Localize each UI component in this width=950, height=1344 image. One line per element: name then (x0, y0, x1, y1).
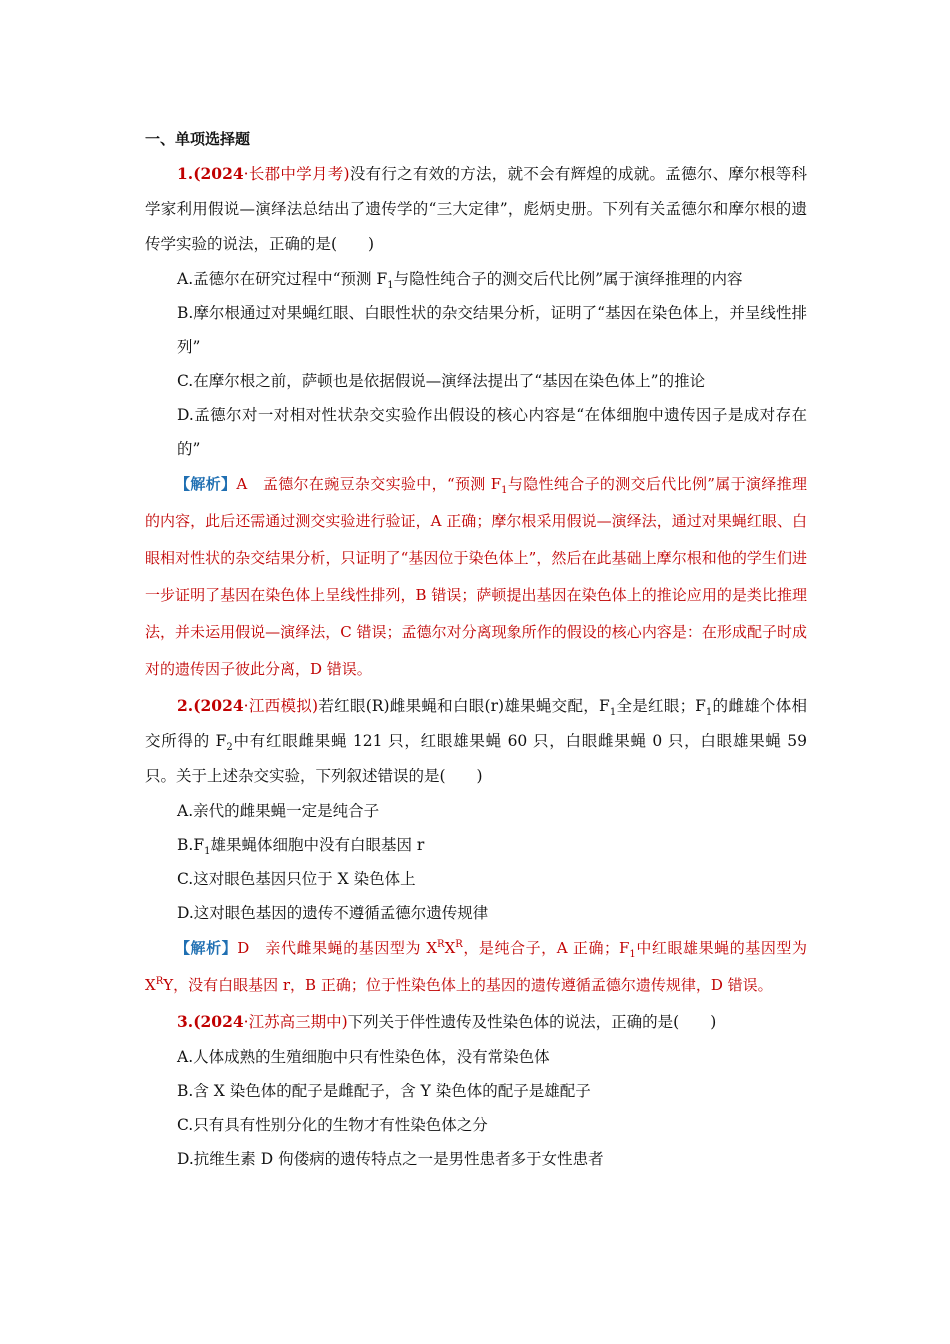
section-title: 一、单项选择题 (145, 130, 251, 148)
question-source-close: ) (312, 697, 319, 715)
question-source-name: ·江苏高三期中 (243, 1013, 342, 1031)
analysis-2: 【解析】D 亲代雌果蝇的基因型为 $X^RX^R$，是纯合子，A 正确；$F_1$中红眼雄果蝇的基因型为 $X^RY$，没有白眼基因 r，B 正确；位于性染色体上的基因的遗传遵循孟德尔遗传规律，D 错误。 (145, 939, 807, 994)
option-c: C.在摩尔根之前，萨顿也是依据假说—演绎法提出了“基因在染色体上”的推论 (177, 372, 706, 390)
question-source-close: ) (341, 1013, 348, 1031)
question-source-year: (2024 (193, 696, 244, 715)
question-source-year: (2024 (193, 1012, 244, 1031)
option-b: $B.F_1$雄果蝇体细胞中没有白眼基因 r (177, 836, 425, 858)
option-b: B.摩尔根通过对果蝇红眼、白眼性状的杂交结果分析，证明了“基因在染色体上，并呈线性排列” (177, 304, 807, 356)
document-content (145, 126, 807, 1176)
question-source-name: ·江西模拟 (243, 697, 313, 715)
question-number: 3. (177, 1012, 194, 1031)
analysis-tag: 【解析】 (175, 939, 238, 957)
option-b: B.含 X 染色体的配子是雌配子，含 Y 染色体的配子是雄配子 (177, 1082, 591, 1100)
analysis-1: 【解析】A 孟德尔在豌豆杂交实验中，“预测 $F_1$与隐性纯合子的测交后代比例”属于演绎推理的内容，此后还需通过测交实验进行验证，A 正确；摩尔根采用假说—演绎法，通过对果蝇红眼、白眼相对性状的杂交结果分析，只证明了“基因位于染色体上”，然后在此基础上摩尔根和他的学生们进一步证明了基因在染色体上呈线性排列，B 错误；萨顿提出基因在染色体上的推论应用的是类比推理法，并未运用假说—演绎法，C 错误；孟德尔对分离现象所作的假设的核心内容是：在形成配子时成对的遗传因子彼此分离，D 错误。 (145, 475, 807, 678)
analysis-tag: 【解析】 (175, 475, 237, 493)
option-a: A.人体成熟的生殖细胞中只有性染色体，没有常染色体 (177, 1048, 550, 1066)
question-3 (145, 1004, 807, 1176)
question-source-close: ) (343, 165, 350, 183)
question-1-stem (145, 156, 807, 262)
question-1 (145, 156, 807, 688)
option-d: D.孟德尔对一对相对性状杂交实验作出假设的核心内容是“在体细胞中遗传因子是成对存在的” (177, 406, 807, 458)
question-3-stem: 3.(2024·江苏高三期中)下列关于伴性遗传及性染色体的说法，正确的是( ) (177, 1012, 717, 1031)
option-c: C.只有具有性别分化的生物才有性染色体之分 (177, 1116, 488, 1134)
question-number: 2. (177, 696, 194, 715)
question-2-stem: 2.(2024·江西模拟)若红眼(R)雌果蝇和白眼(r)雄果蝇交配，$F_1$全是红眼；$F_1$的雌雄个体相交所得的 $F_2$中有红眼雌果蝇 121 只，红眼雄果蝇 60 只，白眼雌果蝇 0 只，白眼雄果蝇 59 只。关于上述杂交实验，下列叙述错误的是( ) (145, 696, 808, 785)
option-a: A.孟德尔在研究过程中“预测 $F_1$与隐性纯合子的测交后代比例”属于演绎推理的内容 (177, 270, 743, 292)
question-source-name: ·长郡中学月考 (243, 165, 344, 183)
option-d: D.抗维生素 D 佝偻病的遗传特点之一是男性患者多于女性患者 (177, 1150, 604, 1168)
question-stem-text: 没有行之有效的方法，就不会有辉煌的成就。孟德尔、摩尔根等科学家利用假说—演绎法总结出了遗传学的“三大定律”，彪炳史册。下列有关孟德尔和摩尔根的遗传学实验的说法，正确的是( ) (145, 165, 807, 253)
option-d: D.这对眼色基因的遗传不遵循孟德尔遗传规律 (177, 904, 489, 922)
question-2 (145, 688, 807, 1004)
question-number: 1. (177, 164, 194, 183)
question-source-year: (2024 (193, 164, 244, 183)
option-a: A.亲代的雌果蝇一定是纯合子 (177, 802, 380, 820)
option-c: C.这对眼色基因只位于 X 染色体上 (177, 870, 416, 888)
